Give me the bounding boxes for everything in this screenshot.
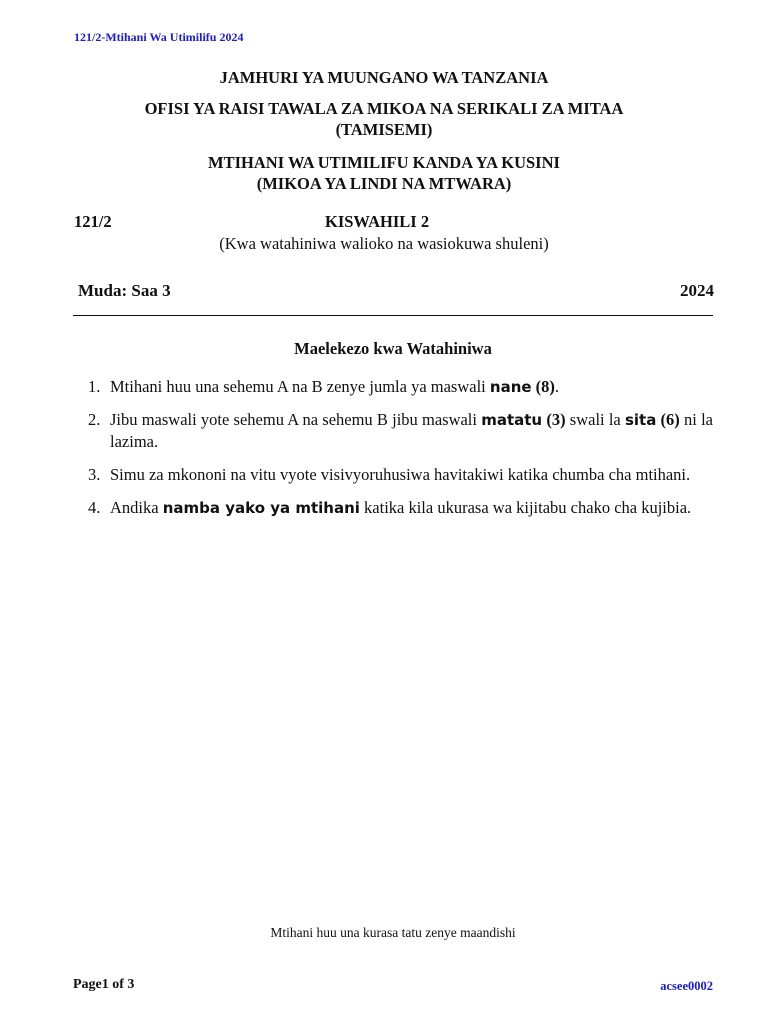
paper-audience: (Kwa watahiniwa walioko na wasiokuwa shuleni) [219, 234, 549, 253]
paper-code-row [74, 212, 714, 232]
instructions-list [88, 376, 713, 530]
list-item [88, 409, 713, 453]
header-exam-line: MTIHANI WA UTIMILIFU KANDA YA KUSINI [208, 153, 560, 172]
page-number: Page1 of 3 [73, 977, 135, 992]
instructions-title: Maelekezo kwa Watahiniwa [294, 339, 492, 358]
time-row [78, 281, 714, 301]
list-item [88, 464, 713, 486]
paper-year: 2024 [680, 281, 714, 300]
item-text: Simu za mkononi na vitu vyote visivyoruhusiwa havitakiwi katika chumba cha mtihani. [110, 465, 691, 484]
item-number: 4. [88, 498, 101, 517]
item-number: 2. [88, 410, 101, 429]
document-code: acsee0002 [660, 979, 713, 993]
header-office [0, 98, 768, 140]
paper-time: Muda: Saa 3 [78, 281, 171, 300]
item-number: 3. [88, 465, 101, 484]
header-office-line: OFISI YA RAISI TAWALA ZA MIKOA NA SERIKALI ZA MITAA [144, 99, 624, 118]
header-exam [0, 152, 768, 194]
paper-subject: KISWAHILI 2 [325, 212, 430, 231]
header-exam-regions: (MIKOA YA LINDI NA MTWARA) [256, 174, 512, 193]
item-text: Andika namba yako ya mtihani katika kila ukurasa wa kijitabu chako cha kujibia. [110, 498, 692, 517]
footer-note: Mtihani huu una kurasa tatu zenye maandishi [270, 925, 516, 940]
running-head: 121/2-Mtihani Wa Utimilifu 2024 [74, 30, 244, 44]
header-divider [73, 315, 713, 316]
header-country: JAMHURI YA MUUNGANO WA TANZANIA [219, 68, 549, 87]
item-number: 1. [88, 377, 101, 396]
item-text: Jibu maswali yote sehemu A na sehemu B jibu maswali matatu (3) swali la sita (6) ni la lazima. [110, 410, 713, 451]
item-text: Mtihani huu una sehemu A na B zenye jumla ya maswali nane (8). [110, 377, 560, 396]
header-office-abbr: (TAMISEMI) [335, 120, 433, 139]
list-item [88, 376, 713, 398]
paper-code: 121/2 [74, 212, 112, 231]
list-item [88, 497, 713, 519]
